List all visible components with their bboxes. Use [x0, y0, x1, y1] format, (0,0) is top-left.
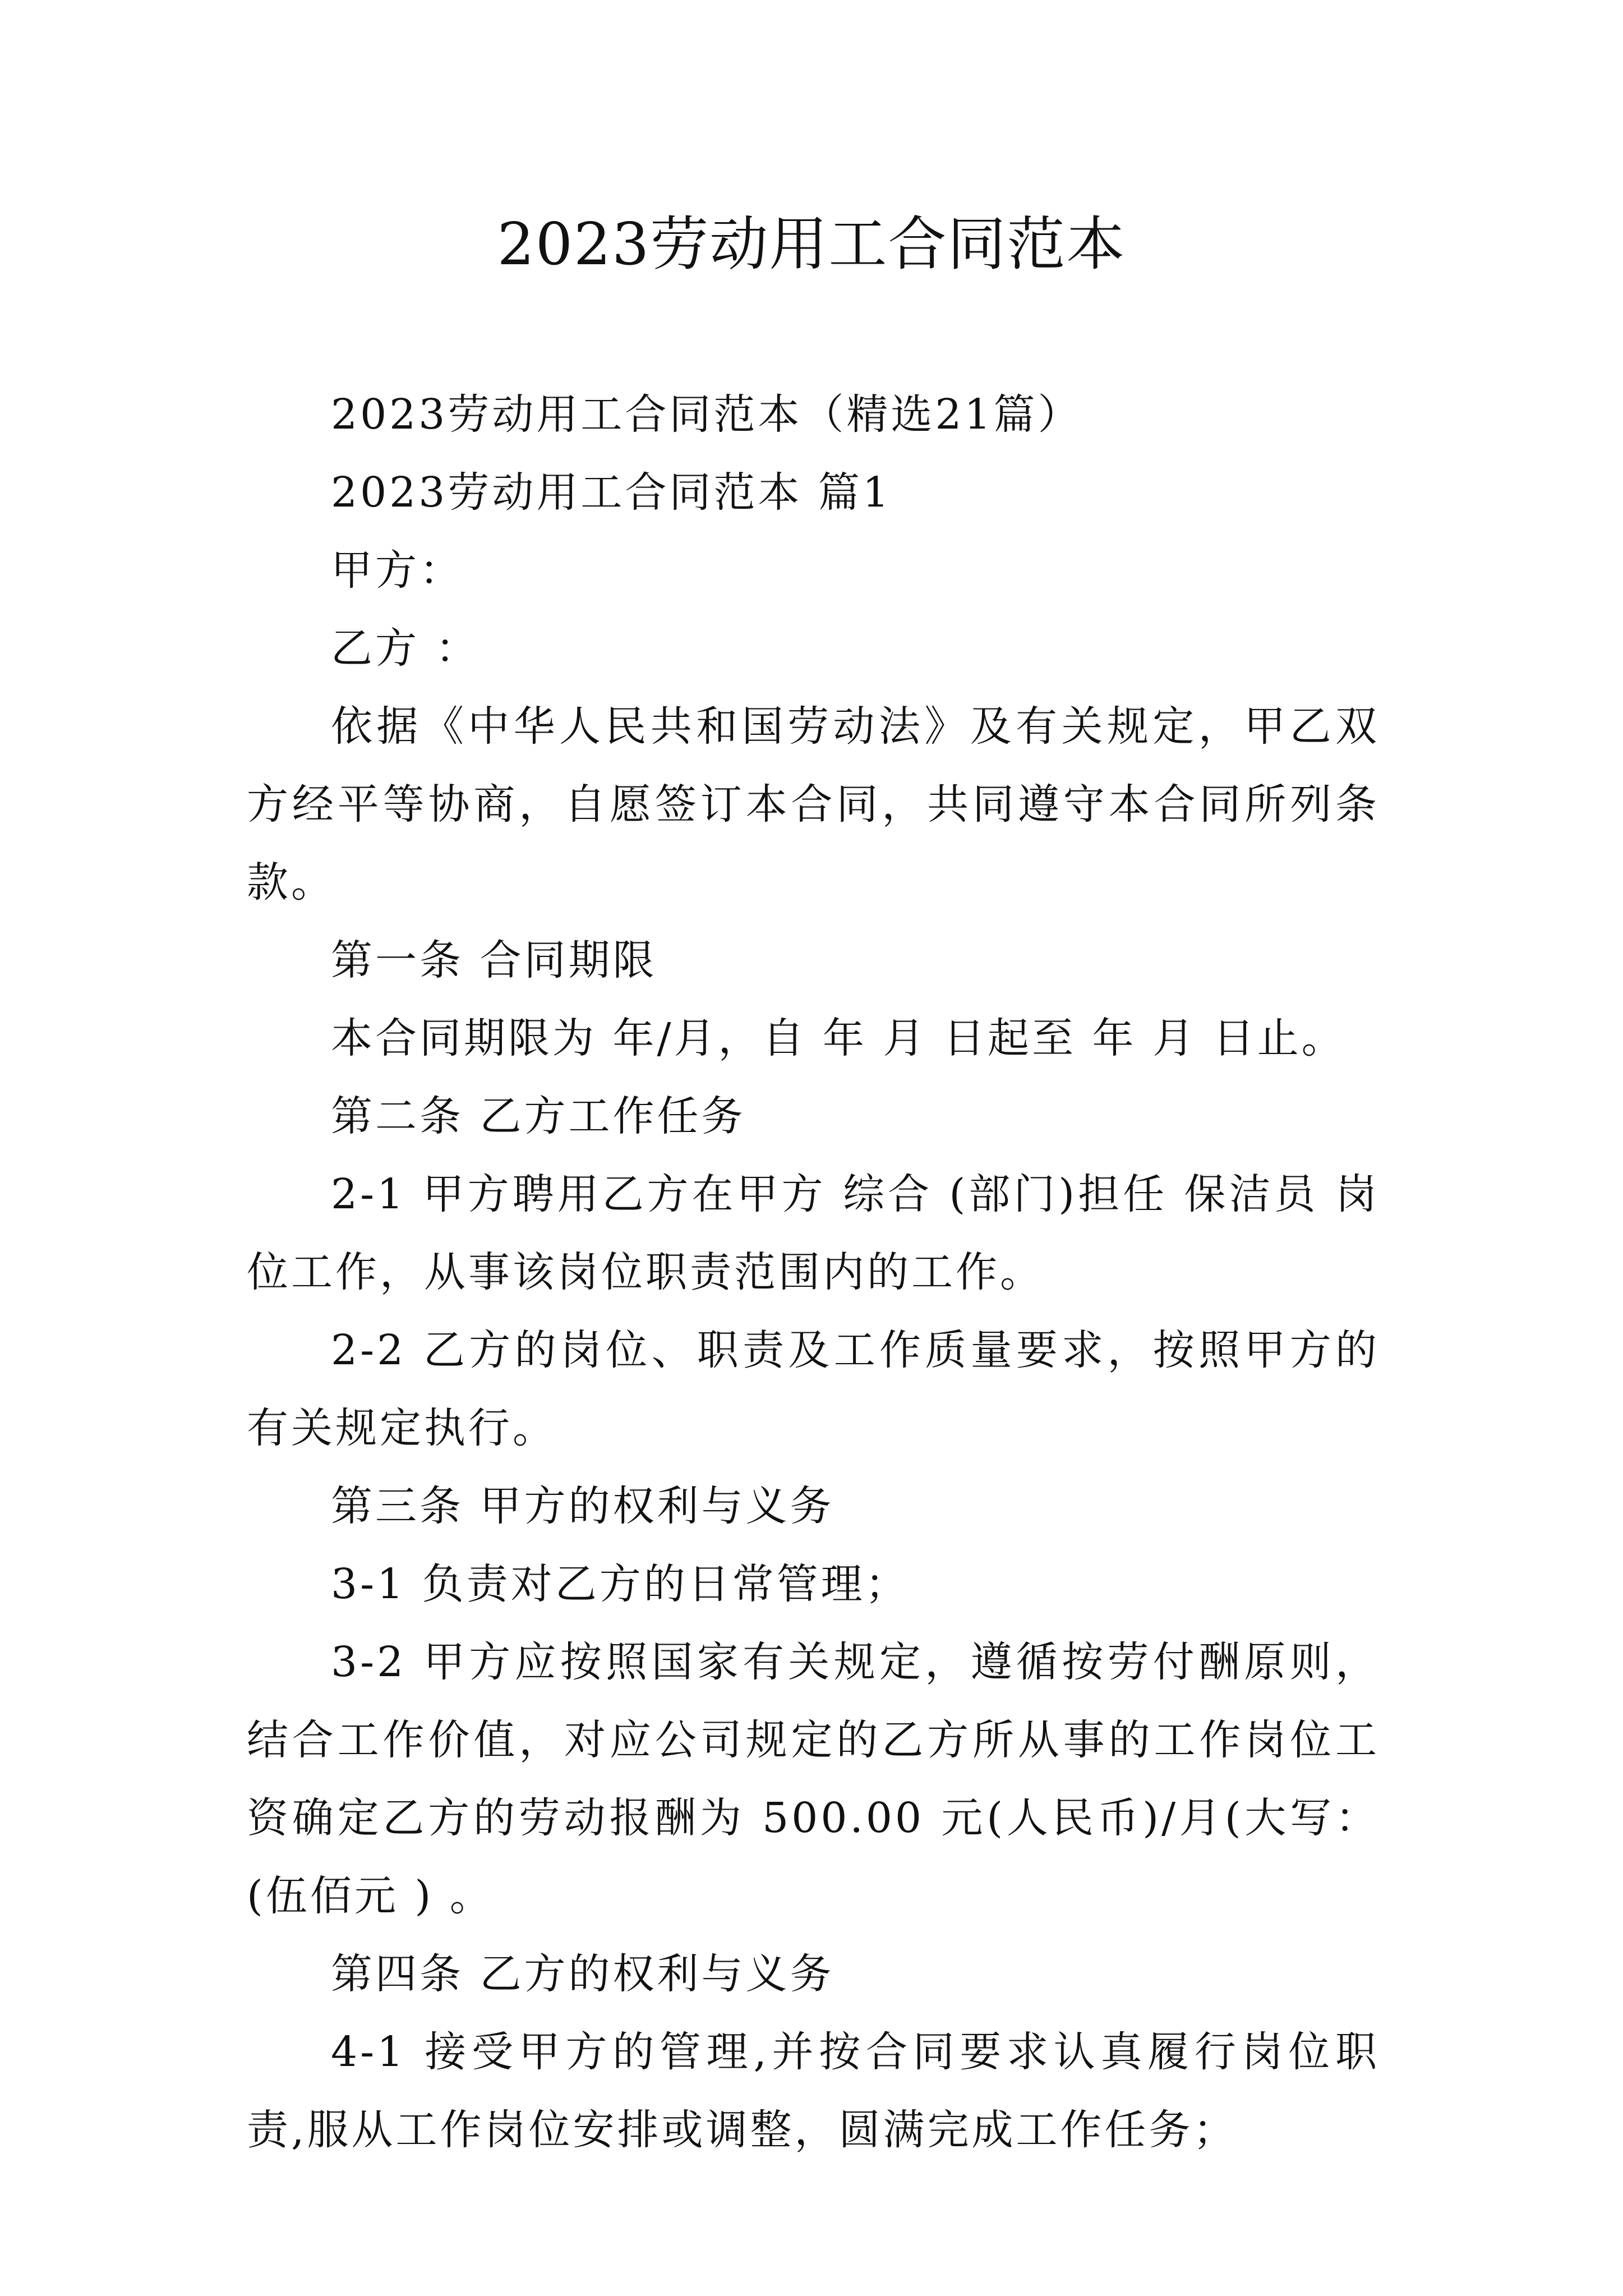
party-a-label: 甲方：	[331, 546, 464, 595]
article-3-heading: 第三条 甲方的权利与义务	[331, 1482, 834, 1530]
article-2-heading: 第二条 乙方工作任务	[331, 1092, 746, 1140]
clause-3-2: 3-2 甲方应按照国家有关规定，遵循按劳付酬原则，结合工作价值，对应公司规定的乙方所从事的工作岗位工资确定乙方的劳动报酬为 500.00 元(人民币)/月(大写：(伍佰元 ) 。	[247, 1638, 1380, 1920]
article-1-heading: 第一条 合同期限	[331, 936, 657, 984]
document-title: 2023劳动用工合同范本	[497, 210, 1126, 278]
section-heading: 2023劳动用工合同范本 篇1	[331, 468, 892, 517]
article-4-heading: 第四条 乙方的权利与义务	[331, 1950, 834, 1998]
document-body	[247, 376, 1380, 2169]
party-b-label: 乙方 ：	[331, 624, 480, 673]
clause-4-1: 4-1 接受甲方的管理,并按合同要求认真履行岗位职责,服从工作岗位安排或调整，圆满完成工作任务；	[247, 2028, 1380, 2154]
preamble-paragraph: 依据《中华人民共和国劳动法》及有关规定，甲乙双方经平等协商，自愿签订本合同，共同遵守本合同所列条款。	[247, 702, 1380, 907]
article-1-body: 本合同期限为 年/月，自 年 月 日起至 年 月 日止。	[331, 1014, 1346, 1062]
clause-2-1: 2-1 甲方聘用乙方在甲方 综合 (部门)担任 保洁员 岗位工作，从事该岗位职责范围内的工作。	[247, 1170, 1380, 1296]
subtitle-paragraph: 2023劳动用工合同范本（精选21篇）	[331, 390, 1082, 439]
clause-2-2: 2-2 乙方的岗位、职责及工作质量要求，按照甲方的有关规定执行。	[247, 1326, 1380, 1452]
clause-3-1: 3-1 负责对乙方的日常管理；	[331, 1560, 910, 1608]
